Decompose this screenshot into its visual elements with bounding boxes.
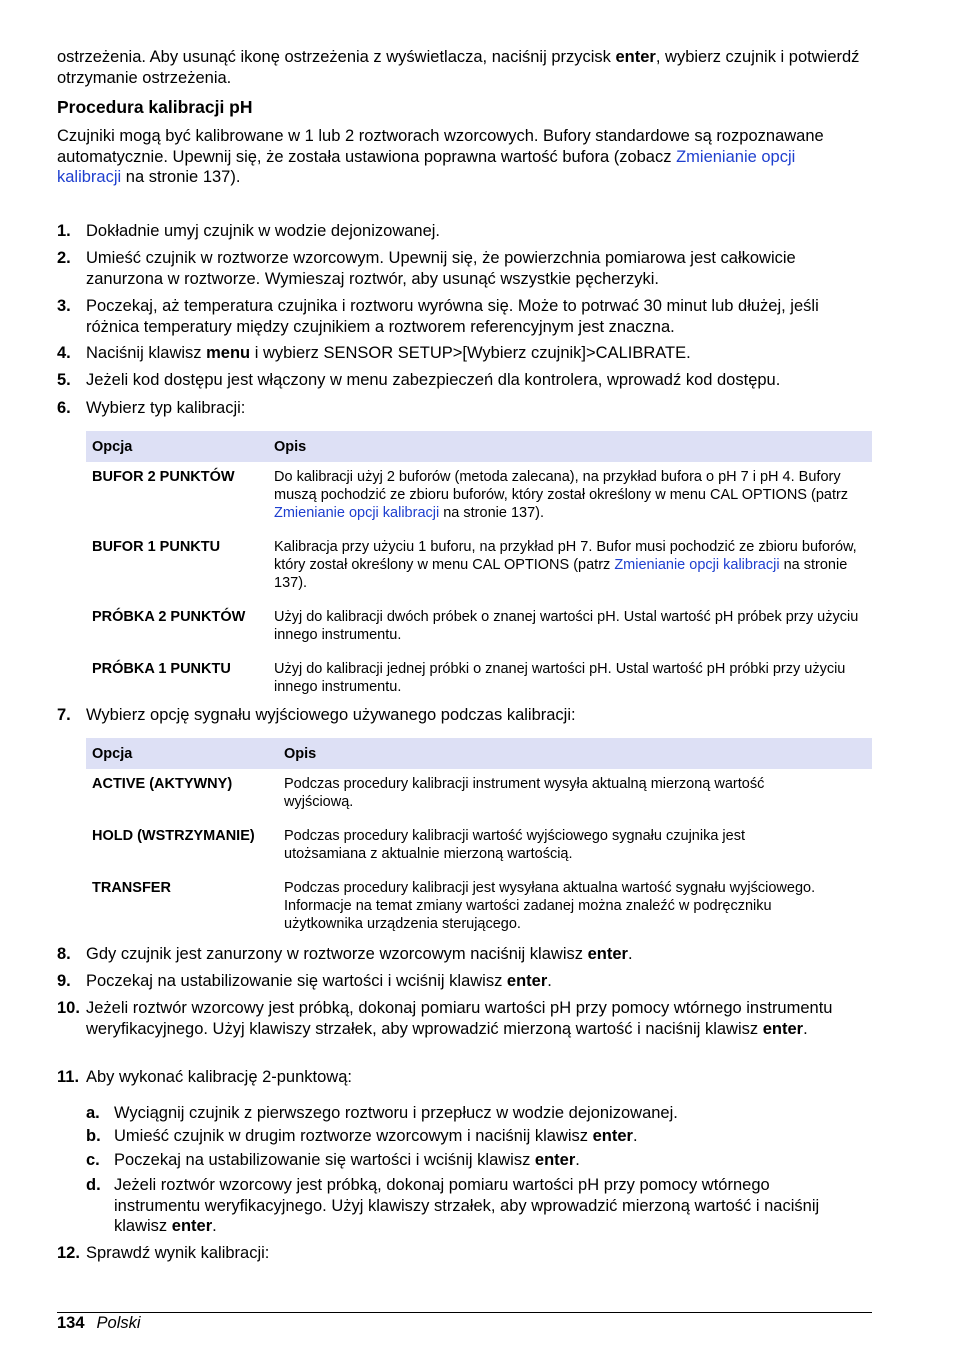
step-5 bbox=[57, 370, 872, 391]
table-header-description: Opis bbox=[278, 738, 872, 769]
step-8 bbox=[57, 944, 872, 965]
table-header-option: Opcja bbox=[86, 431, 268, 462]
step-text: Wybierz opcję sygnału wyjściowego używanego podczas kalibracji: bbox=[86, 706, 576, 724]
step-number: 4. bbox=[57, 344, 71, 362]
option-description: Podczas procedury kalibracji jest wysyłana aktualna wartość sygnału wyjściowego. Informacje na temat zmiany wartości zadanej można znaleźć w podręczniku użytkownika urządzenia sterującego. bbox=[284, 880, 816, 932]
table-header-description: Opis bbox=[268, 431, 872, 462]
table-row bbox=[86, 528, 872, 598]
option-description bbox=[268, 528, 872, 598]
intro-paragraph bbox=[57, 47, 872, 88]
substep-b bbox=[57, 1126, 872, 1147]
table-row bbox=[86, 869, 872, 939]
step-3 bbox=[57, 296, 872, 337]
substep-letter: c. bbox=[86, 1151, 100, 1169]
substep-text-part: Jeżeli roztwór wzorcowy jest próbką, dokonaj pomiaru wartości pH przy pomocy wtórnego instrumentu weryfikacyjnego. Użyj klawiszy strzałek, aby wprowadzić mierzoną wartość i naciśnij klawisz bbox=[114, 1176, 820, 1235]
table-row bbox=[86, 598, 872, 650]
step-text bbox=[86, 998, 872, 1039]
substep-text-part: . bbox=[575, 1151, 580, 1169]
step-number: 3. bbox=[57, 297, 71, 315]
menu-key: menu bbox=[206, 344, 251, 362]
step-number: 5. bbox=[57, 371, 71, 389]
step-text-part: Gdy czujnik jest zanurzony w roztworze wzorcowym naciśnij klawisz bbox=[86, 945, 588, 963]
step-text: Umieść czujnik w roztworze wzorcowym. Upewnij się, że powierzchnia pomiarowa jest całkowicie zanurzona w roztworze. Wymieszaj roztwór, aby usunąć wszystkie pęcherzyki. bbox=[86, 249, 796, 288]
step-12 bbox=[57, 1243, 872, 1264]
substep-text bbox=[114, 1126, 872, 1147]
option-key: HOLD (WSTRZYMANIE) bbox=[92, 828, 255, 844]
substep-c bbox=[57, 1150, 872, 1171]
substep-text: Wyciągnij czujnik z pierwszego roztworu i przepłucz w wodzie dejonizowanej. bbox=[114, 1104, 678, 1122]
intro-enter-key: enter bbox=[615, 48, 656, 66]
substep-d bbox=[57, 1175, 872, 1237]
step-1 bbox=[57, 221, 872, 242]
step-text: Poczekaj, aż temperatura czujnika i roztworu wyrówna się. Może to potrwać 30 minut lub dłużej, jeśli różnica temperatury między czujnikiem a roztworem referencyjnym jest znaczna. bbox=[86, 297, 819, 336]
table-row bbox=[86, 650, 872, 702]
option-key: PRÓBKA 1 PUNKTU bbox=[92, 661, 231, 677]
table-row bbox=[86, 769, 872, 817]
table-header-row bbox=[86, 738, 872, 769]
step-text: Sprawdź wynik kalibracji: bbox=[86, 1244, 270, 1262]
substep-letter: a. bbox=[86, 1104, 100, 1122]
step-number: 7. bbox=[57, 706, 71, 724]
step-text bbox=[86, 343, 872, 364]
table-row bbox=[86, 817, 872, 869]
intro-text: ostrzeżenia. Aby usunąć ikonę ostrzeżenia z wyświetlacza, naciśnij przycisk bbox=[57, 48, 616, 66]
step-7 bbox=[57, 705, 872, 726]
footer-language: Polski bbox=[96, 1314, 141, 1332]
section-title: Procedura kalibracji pH bbox=[57, 97, 253, 117]
step-text bbox=[86, 971, 872, 992]
step-text-part: . bbox=[627, 945, 633, 963]
table-header-option: Opcja bbox=[86, 738, 278, 769]
substep-text-part: Poczekaj na ustabilizowanie się wartości i wciśnij klawisz bbox=[114, 1151, 535, 1169]
option-key: PRÓBKA 2 PUNKTÓW bbox=[92, 609, 246, 625]
option-description: Użyj do kalibracji jednej próbki o znanej wartości pH. Ustal wartość pH próbki przy użyciu innego instrumentu. bbox=[274, 661, 846, 695]
enter-key: enter bbox=[587, 945, 628, 963]
step-text-part: Poczekaj na ustabilizowanie się wartości i wciśnij klawisz bbox=[86, 972, 507, 990]
step-text-part: Naciśnij klawisz bbox=[86, 344, 207, 362]
option-description bbox=[268, 462, 872, 528]
step-text: Aby wykonać kalibrację 2-punktową: bbox=[86, 1068, 352, 1086]
description-text: Kalibracja przy użyciu 1 buforu, na przykład pH 7. Bufor musi pochodzić ze zbioru buforów, który został określony w menu CAL OPTIONS (patrz bbox=[274, 539, 857, 573]
enter-key: enter bbox=[762, 1019, 804, 1038]
substep-text-part: . bbox=[212, 1217, 217, 1235]
lead-paragraph bbox=[57, 126, 837, 188]
step-text: Wybierz typ kalibracji: bbox=[86, 399, 246, 417]
substep-letter: b. bbox=[86, 1127, 101, 1145]
substep-text-part: Umieść czujnik w drugim roztworze wzorcowym i naciśnij klawisz bbox=[114, 1127, 593, 1145]
output-signal-table bbox=[86, 738, 872, 939]
calibration-type-table bbox=[86, 431, 872, 702]
enter-key: enter bbox=[592, 1127, 633, 1145]
table-header-row bbox=[86, 431, 872, 462]
substep-text-part: . bbox=[632, 1127, 638, 1145]
substep-text bbox=[114, 1150, 872, 1171]
step-number: 11. bbox=[57, 1068, 80, 1086]
step-10 bbox=[57, 998, 872, 1039]
option-key: ACTIVE (AKTYWNY) bbox=[92, 776, 233, 792]
step-number: 12. bbox=[57, 1244, 80, 1262]
step-number: 9. bbox=[57, 972, 71, 990]
step-text-part: . bbox=[803, 1019, 808, 1038]
page-footer bbox=[57, 1313, 141, 1333]
substep-letter: d. bbox=[86, 1176, 101, 1194]
enter-key: enter bbox=[171, 1217, 213, 1235]
description-text-end: na stronie 137). bbox=[274, 557, 848, 591]
step-number: 1. bbox=[57, 222, 71, 240]
description-text: Do kalibracji użyj 2 buforów (metoda zalecana), na przykład bufora o pH 7 i pH 4. Bufory muszą pochodzić ze zbioru buforów, który został określony w menu CAL OPTIONS (patrz bbox=[274, 469, 849, 503]
step-number: 8. bbox=[57, 945, 71, 963]
enter-key: enter bbox=[534, 1151, 576, 1169]
step-number: 6. bbox=[57, 399, 71, 417]
lead-text: Czujniki mogą być kalibrowane w 1 lub 2 roztworach wzorcowych. Bufory standardowe są rozpoznawane automatycznie. Upewnij się, że została ustawiona poprawna wartość bufora (zobacz bbox=[57, 127, 824, 166]
step-number: 2. bbox=[57, 249, 71, 267]
description-text-end: na stronie 137). bbox=[439, 505, 545, 521]
step-text-part: Jeżeli roztwór wzorcowy jest próbką, dokonaj pomiaru wartości pH przy pomocy wtórnego instrumentu weryfikacyjnego. Użyj klawiszy strzałek, aby wprowadzić mierzoną wartość i naciśnij klawisz bbox=[86, 999, 833, 1038]
step-text bbox=[86, 944, 872, 965]
option-description: Podczas procedury kalibracji instrument wysyła aktualną mierzoną wartość wyjściową. bbox=[284, 776, 765, 810]
substep-text bbox=[114, 1175, 872, 1237]
option-description: Podczas procedury kalibracji wartość wyjściowego sygnału czujnika jest utożsamiana z aktualnie mierzoną wartością. bbox=[284, 828, 745, 862]
option-key: TRANSFER bbox=[92, 880, 171, 896]
calibration-options-link[interactable]: Zmienianie opcji kalibracji bbox=[57, 147, 796, 186]
intro-text-end: , wybierz czujnik i potwierdź otrzymanie ostrzeżenia. bbox=[57, 48, 860, 87]
enter-key: enter bbox=[506, 972, 548, 990]
step-11 bbox=[57, 1067, 872, 1088]
option-key: BUFOR 2 PUNKTÓW bbox=[92, 469, 235, 485]
step-6 bbox=[57, 398, 872, 419]
step-text: Jeżeli kod dostępu jest włączony w menu zabezpieczeń dla kontrolera, wprowadź kod dostępu. bbox=[86, 371, 781, 389]
step-9 bbox=[57, 971, 872, 992]
step-text-part: i wybierz SENSOR SETUP>[Wybierz czujnik]>CALIBRATE. bbox=[250, 344, 691, 362]
substep-a bbox=[57, 1103, 872, 1124]
step-2 bbox=[57, 248, 872, 289]
option-description: Użyj do kalibracji dwóch próbek o znanej wartości pH. Ustal wartość pH próbek przy użyciu innego instrumentu. bbox=[274, 609, 859, 643]
table-row bbox=[86, 462, 872, 528]
step-text: Dokładnie umyj czujnik w wodzie dejonizowanej. bbox=[86, 222, 441, 240]
lead-text-end: na stronie 137). bbox=[121, 168, 241, 186]
footer-divider bbox=[57, 1312, 872, 1313]
calibration-options-link[interactable]: Zmienianie opcji kalibracji bbox=[614, 557, 780, 573]
step-text-part: . bbox=[547, 972, 552, 990]
calibration-options-link[interactable]: Zmienianie opcji kalibracji bbox=[274, 505, 440, 521]
option-key: BUFOR 1 PUNKTU bbox=[92, 539, 221, 555]
page-number: 134 bbox=[57, 1314, 85, 1332]
step-4 bbox=[57, 343, 872, 364]
step-number: 10. bbox=[57, 999, 80, 1017]
